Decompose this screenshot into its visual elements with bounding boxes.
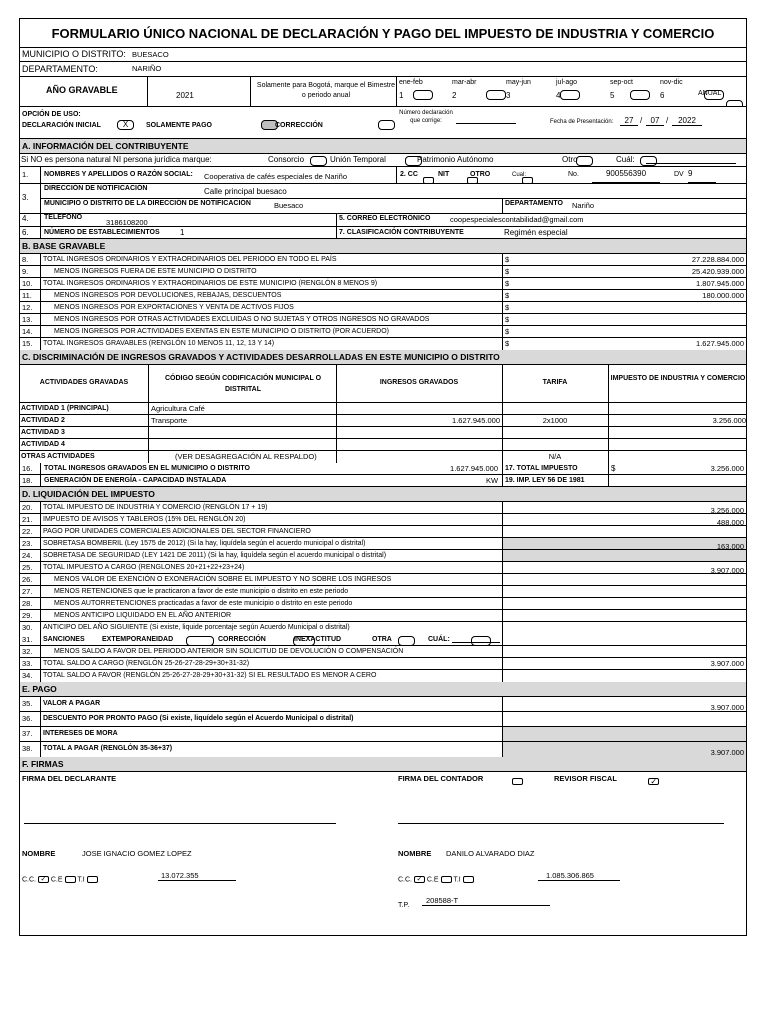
row-num: 38. [22, 744, 33, 753]
currency-sign: $ [611, 464, 616, 473]
period-checkbox[interactable] [413, 90, 433, 100]
departamento-row [20, 62, 746, 77]
row-value[interactable]: 3.907.000 [710, 566, 744, 574]
row-19-label: 19. IMP. LEY 56 DE 1981 [505, 477, 585, 484]
row-label: MENOS SALDO A FAVOR DEL PERIODO ANTERIOR SIN SOLICITUD DE DEVOLUCIÓN O COMPENSACIÓN [54, 648, 404, 655]
row-num: 22. [22, 527, 33, 536]
activity-act: OTRAS ACTIVIDADES [21, 453, 95, 460]
cc-checkbox-cont[interactable]: ✓ [414, 876, 425, 883]
currency-sign: $ [505, 315, 510, 324]
period-label: nov-dic [660, 79, 683, 86]
row-num: 1. [22, 170, 29, 179]
doc-cont-value[interactable]: 1.085.306.865 [538, 871, 620, 881]
activity-act: ACTIVIDAD 2 [21, 417, 65, 424]
direccion-block [20, 184, 746, 214]
inex-checkbox[interactable] [398, 636, 415, 646]
revisor-label: REVISOR FISCAL [554, 774, 617, 783]
line-row [20, 712, 746, 727]
section-e-header: E. PAGO [20, 682, 746, 697]
fecha-dia[interactable]: 27 [620, 116, 638, 126]
cc-checkbox-decl[interactable]: ✓ [38, 876, 49, 883]
pago-rows [20, 697, 746, 757]
line-row [20, 266, 746, 278]
row-num: 18. [22, 476, 33, 485]
nombre-label: NOMBRES Y APELLIDOS O RAZÓN SOCIAL: [44, 171, 193, 178]
activity-ing[interactable]: 1.627.945.000 [452, 416, 500, 425]
establecimientos-label: NÚMERO DE ESTABLECIMIENTOS [44, 229, 160, 236]
ano-value[interactable]: 2021 [176, 91, 194, 100]
row-num: 34. [22, 671, 33, 680]
line-row [20, 502, 746, 514]
municipio-row [20, 48, 746, 62]
row-num: 35. [22, 699, 33, 708]
cc-label-cont: C.C. [398, 876, 412, 884]
cual-label: Cuál: [616, 155, 635, 164]
firma-contador-line[interactable] [398, 823, 724, 824]
row-31 [20, 634, 746, 646]
row-num: 15. [22, 339, 33, 348]
row-num: 8. [22, 255, 29, 264]
nombre-value[interactable]: Cooperativa de cafés especiales de Nariño [204, 172, 348, 181]
row-num: 21. [22, 515, 33, 524]
no-value[interactable]: 900556390 [592, 167, 660, 183]
fecha-mes[interactable]: 07 [646, 116, 664, 126]
patrimonio-checkbox[interactable] [576, 156, 593, 166]
activity-act: ACTIVIDAD 1 (PRINCIPAL) [21, 405, 109, 412]
activity-act: ACTIVIDAD 3 [21, 429, 65, 436]
period-checkbox[interactable] [486, 90, 506, 100]
row-label: TOTAL INGRESOS ORDINARIOS Y EXTRAORDINARIOS DEL PERIODO EN TODO EL PAÍS [43, 256, 337, 263]
row-16-label: TOTAL INGRESOS GRAVADOS EN EL MUNICIPIO O DISTRITO [44, 465, 251, 472]
line-row [20, 727, 746, 742]
correccion-checkbox[interactable] [378, 120, 395, 130]
row-num: 33. [22, 659, 33, 668]
doc-type-cont [398, 876, 474, 883]
row-label: TOTAL SALDO A FAVOR (RENGLÓN 25-26-27-28-29+30+31-32) SI EL RESULTADO ES MENOR A CERO [43, 672, 377, 679]
row-num: 6. [22, 228, 29, 237]
ce-label-decl: C.E [50, 876, 63, 884]
direccion-label: DIRECCIÓN DE NOTIFICACIÓN [44, 185, 148, 192]
currency-sign: $ [505, 327, 510, 336]
period-label: ene-feb [399, 79, 423, 86]
row-num: 36. [22, 714, 33, 723]
line-row [20, 278, 746, 290]
establecimientos-row [20, 227, 746, 239]
activity-row [20, 427, 746, 439]
base-gravable-rows [20, 254, 746, 350]
row-num: 27. [22, 587, 33, 596]
correo-label: 5. CORREO ELECTRÓNICO [339, 215, 431, 222]
line-row [20, 622, 746, 634]
period-label: mar-abr [452, 79, 477, 86]
row-value[interactable]: 1.807.945.000 [696, 279, 744, 288]
row-num: 32. [22, 647, 33, 656]
row-value[interactable]: 25.420.939.000 [691, 267, 744, 276]
activities-rows [20, 403, 746, 463]
header-codigo: CÓDIGO SEGÚN CODIFICACIÓN MUNICIPAL O DISTRITAL [164, 375, 322, 393]
line-row [20, 562, 746, 574]
row-18-label: GENERACIÓN DE ENERGÍA - CAPACIDAD INSTALADA [44, 477, 227, 484]
row-label: MENOS AUTORRETENCIONES practicadas a favor de este municipio o distrito en este periodo [54, 600, 353, 607]
currency-sign: $ [505, 291, 510, 300]
activity-tar[interactable]: N/A [548, 452, 562, 461]
row-label: MENOS VALOR DE EXENCIÓN O EXONERACIÓN SOBRE EL IMPUESTO Y NO SOBRE LOS INGRESOS [54, 576, 392, 583]
otro-checkbox[interactable] [640, 156, 657, 166]
anual-checkbox[interactable] [726, 100, 743, 107]
nombre-cont-value[interactable]: DANILO ALVARADO DIAZ [446, 849, 535, 858]
activity-cod[interactable]: Transporte [151, 416, 187, 425]
dv-label: DV [674, 171, 684, 178]
liquidacion-rows [20, 502, 746, 634]
row-value[interactable]: 163.000 [716, 542, 744, 550]
row-value[interactable]: 3.907.000 [710, 659, 744, 668]
row-label: MENOS INGRESOS POR EXPORTACIONES Y VENTA DE ACTIVOS FIJOS [54, 304, 294, 311]
row-18 [20, 475, 746, 487]
row-value[interactable]: 1.627.945.000 [696, 339, 744, 348]
row-value[interactable]: 488.000 [716, 518, 744, 526]
row-label: IMPUESTO DE AVISOS Y TABLEROS (15% DEL RENGLÓN 20) [43, 516, 246, 523]
section-b-header: B. BASE GRAVABLE [20, 239, 746, 254]
row-label: MENOS INGRESOS POR OTRAS ACTIVIDADES EXCLUIDAS O NO SUJETAS Y OTROS INGRESOS NO GRAVADOS [54, 316, 430, 323]
inex-label: INEXACTITUD [294, 636, 342, 643]
activity-row [20, 403, 746, 415]
telefono-value[interactable]: 3186108200 [106, 218, 148, 227]
cc-label-decl: C.C. [22, 876, 36, 884]
inicial-checkbox[interactable] [117, 120, 134, 130]
consorcio-checkbox[interactable] [310, 156, 327, 166]
line-row [20, 550, 746, 562]
row-num: 12. [22, 303, 33, 312]
extemp-checkbox[interactable] [186, 636, 214, 646]
period-label: sep-oct [610, 79, 633, 86]
ti-label-cont: T.I [453, 876, 461, 884]
line-row [20, 514, 746, 526]
period-num: 3 [506, 91, 511, 100]
row-num: 25. [22, 563, 33, 572]
otra-label: OTRA [372, 636, 392, 643]
cual-sancion-input[interactable] [452, 642, 500, 643]
otro2-label: OTRO [470, 171, 491, 178]
line-row [20, 302, 746, 314]
row-label: TOTAL INGRESOS GRAVABLES (RENGLÓN 10 MENOS 11, 12, 13 Y 14) [43, 340, 275, 347]
fecha-anio[interactable]: 2022 [672, 116, 702, 126]
firmas-block [20, 772, 746, 935]
departamento-notif-label: DEPARTAMENTO [505, 200, 563, 207]
section-f-header: F. FIRMAS [20, 757, 746, 772]
firma-contador-label: FIRMA DEL CONTADOR [398, 774, 484, 783]
activity-cod[interactable]: Agricultura Café [151, 404, 205, 413]
ti-label-decl: T.I [77, 876, 85, 884]
line-row [20, 646, 746, 658]
cc-label: 2. CC [400, 171, 418, 178]
period-num: 4 [556, 91, 561, 100]
period-checkbox[interactable] [560, 90, 580, 100]
line-row [20, 326, 746, 338]
extemp-label: EXTEMPORANEIDAD [102, 636, 174, 643]
row-17-value[interactable]: 3.256.000 [710, 464, 744, 473]
telefono-row [20, 214, 746, 227]
header-tarifa: TARIFA [542, 379, 568, 386]
si-no-label: Si NO es persona natural NI persona jurídica marque: [21, 155, 212, 164]
ce-label-cont: C.E [426, 876, 439, 884]
line-row [20, 598, 746, 610]
activity-row [20, 439, 746, 451]
row-num: 11. [22, 291, 32, 300]
row-num: 13. [22, 315, 33, 324]
municipio-label: MUNICIPIO O DISTRITO: [22, 49, 126, 59]
line-row [20, 538, 746, 550]
departamento-value[interactable]: NARIÑO [132, 64, 162, 73]
doc-type-decl [22, 876, 98, 883]
doc-decl-value[interactable]: 13.072.355 [158, 871, 236, 881]
row-label: VALOR A PAGAR [43, 700, 101, 707]
dv-value[interactable]: 9 [688, 167, 716, 183]
row-value[interactable]: 27.228.884.000 [691, 255, 744, 264]
cc-checkbox[interactable] [423, 177, 434, 184]
row-num: 30. [22, 623, 33, 632]
form-title: FORMULARIO ÚNICO NACIONAL DE DECLARACIÓN Y PAGO DEL IMPUESTO DE INDUSTRIA Y COMERCIO [20, 19, 746, 48]
row-value[interactable]: 3.256.000 [710, 506, 744, 514]
row-label: SOBRETASA DE SEGURIDAD (LEY 1421 DE 2011) (Si la hay, liquídela según el acuerdo municipal o distrital) [43, 552, 387, 559]
row-label: ANTICIPO DEL AÑO SIGUIENTE (Si existe, liquide porcentaje según Acuerdo Municipal o distrital) [43, 624, 350, 631]
activity-act: ACTIVIDAD 4 [21, 441, 65, 448]
section-d-header: D. LIQUIDACIÓN DEL IMPUESTO [20, 487, 746, 502]
corr-label: CORRECCIÓN [218, 636, 266, 643]
line-row [20, 658, 746, 670]
municipio-value[interactable]: BUESACO [132, 50, 169, 59]
union-label: Unión Temporal [330, 155, 386, 164]
tp-label: T.P. [398, 902, 410, 909]
row-num: 37. [22, 729, 33, 738]
contador-checkbox[interactable] [512, 778, 523, 785]
row-num: 4. [22, 214, 29, 223]
liquidacion-rows-2 [20, 646, 746, 682]
activity-tar[interactable]: 2x1000 [542, 416, 568, 425]
ce-checkbox-cont[interactable] [441, 876, 452, 883]
period-checkbox[interactable] [630, 90, 650, 100]
row-num: 10. [22, 279, 33, 288]
otra-checkbox[interactable] [471, 636, 491, 646]
row-label: TOTAL IMPUESTO DE INDUSTRIA Y COMERCIO (RENGLÓN 17 + 19) [43, 504, 268, 511]
bogota-note: Solamente para Bogotá, marque el Bimestre o periodo anual [256, 82, 396, 99]
activities-header [20, 365, 746, 403]
ti-checkbox-cont[interactable] [463, 876, 474, 883]
line-row [20, 574, 746, 586]
period-label: jul-ago [556, 79, 578, 86]
currency-sign: $ [505, 267, 510, 276]
row-value[interactable]: 180.000.000 [702, 291, 744, 300]
nombre-decl-label: NOMBRE [22, 849, 56, 858]
currency-sign: $ [505, 255, 510, 264]
firma-declarante-label: FIRMA DEL DECLARANTE [22, 774, 117, 783]
header-ingresos: INGRESOS GRAVADOS [379, 379, 459, 386]
tax-form [19, 18, 747, 936]
row-num: 20. [22, 503, 33, 512]
cual2-label: Cual: [512, 172, 527, 178]
sanciones-label: SANCIONES [43, 636, 85, 643]
row-num: 3. [22, 193, 29, 202]
municipio-notif-label: MUNICIPIO O DISTRITO DE LA DIRECCIÓN DE NOTIFICACIÓN [44, 200, 251, 207]
fecha-label: Fecha de Presentación: [550, 119, 614, 125]
row-value[interactable]: 3.907.000 [710, 703, 744, 712]
opcion-uso-row: OPCIÓN DE USO: DECLARACIÓN INICIAL X SOLAMENTE PAGO CORRECCIÓN Número declaración que corrige: Fecha de Presentación: 27 / 07 / 2022 [20, 107, 746, 139]
row-num: 16. [22, 464, 33, 473]
period-label: may-jun [506, 79, 531, 86]
inicial-mark: X [122, 120, 129, 129]
no-label: No. [568, 171, 579, 178]
row-num: 28. [22, 599, 33, 608]
cual-input[interactable] [646, 163, 736, 164]
departamento-notif-value[interactable]: Nariño [572, 201, 595, 210]
row-label: MENOS INGRESOS FUERA DE ESTE MUNICIPIO O DISTRITO [54, 268, 257, 275]
opcion-uso-label: OPCIÓN DE USO: [22, 111, 81, 118]
line-row [20, 586, 746, 598]
otro-label: Otro [562, 155, 578, 164]
row-label: PAGO POR UNIDADES COMERCIALES ADICIONALES DEL SECTOR FINANCIERO [43, 528, 311, 535]
header-actividades: ACTIVIDADES GRAVADAS [39, 379, 129, 386]
telefono-label: TELÉFONO [44, 214, 83, 221]
period-num: 6 [660, 91, 665, 100]
nombre-decl-value[interactable]: JOSE IGNACIO GOMEZ LOPEZ [82, 849, 192, 858]
consorcio-label: Consorcio [268, 155, 305, 164]
line-row [20, 314, 746, 326]
line-row [20, 742, 746, 757]
line-row [20, 697, 746, 712]
establecimientos-value[interactable]: 1 [180, 228, 185, 237]
row-num: 9. [22, 267, 29, 276]
row-label: TOTAL A PAGAR (RENGLÓN 35-36+37) [43, 745, 173, 752]
row-label: SOBRETASA BOMBERIL (Ley 1575 de 2012) (Si la hay, liquídela según el acuerdo municipal o distrital) [43, 540, 366, 547]
ano-label: AÑO GRAVABLE [46, 85, 118, 95]
section-a-header: A. INFORMACIÓN DEL CONTRIBUYENTE [20, 139, 746, 154]
activity-cod[interactable]: (VER DESAGREGACIÓN AL RESPALDO) [175, 452, 317, 461]
numero-declaracion-label: Número declaración que corrige: [399, 110, 453, 124]
activity-row [20, 451, 746, 463]
row-num: 26. [22, 575, 33, 584]
row-16 [20, 463, 746, 475]
currency-sign: $ [505, 303, 510, 312]
tp-value[interactable]: 208588-T [422, 896, 550, 906]
nombre-cont-label: NOMBRE [398, 849, 432, 858]
line-row [20, 670, 746, 682]
line-row [20, 290, 746, 302]
direccion-value[interactable]: Calle principal buesaco [204, 187, 287, 196]
solo-pago-label: SOLAMENTE PAGO [146, 122, 212, 129]
row-value[interactable]: 3.907.000 [710, 748, 744, 757]
ano-gravable-row [20, 77, 746, 107]
line-row [20, 254, 746, 266]
clasificacion-label: 7. CLASIFICACIÓN CONTRIBUYENTE [339, 229, 464, 236]
row-label: DESCUENTO POR PRONTO PAGO (Si existe, liquídelo según el Acuerdo Municipal o distrital) [43, 715, 354, 722]
clasificacion-value[interactable]: Regimén especial [504, 228, 568, 237]
currency-sign: $ [505, 339, 510, 348]
nombre-row [20, 167, 746, 184]
row-label: MENOS RETENCIONES que le practicaron a favor de este municipio o distrito en este periodo [54, 588, 349, 595]
line-row [20, 526, 746, 538]
ce-checkbox-decl[interactable] [65, 876, 76, 883]
line-row [20, 338, 746, 350]
tipo-persona-row [20, 154, 746, 167]
row-label: MENOS ANTICIPO LIQUIDADO EN EL AÑO ANTERIOR [54, 612, 232, 619]
row-label: TOTAL IMPUESTO A CARGO (RENGLONES 20+21+22+23+24) [43, 564, 245, 571]
header-impuesto: IMPUESTO DE INDUSTRIA Y COMERCIO [610, 375, 746, 382]
row-num: 14. [22, 327, 33, 336]
inicial-label: DECLARACIÓN INICIAL [22, 122, 101, 129]
row-label: MENOS INGRESOS POR ACTIVIDADES EXENTAS EN ESTE MUNICIPIO O DISTRITO (POR ACUERDO) [54, 328, 390, 335]
anual-label: ANUAL [698, 90, 722, 97]
row-label: INTERESES DE MORA [43, 730, 118, 737]
row-16-value[interactable]: 1.627.945.000 [450, 464, 498, 473]
municipio-notif-value[interactable]: Buesaco [274, 201, 304, 210]
row-num: 23. [22, 539, 33, 548]
activity-row [20, 415, 746, 427]
nit-label: NIT [438, 171, 450, 178]
row-num: 29. [22, 611, 33, 620]
activity-imp[interactable]: 3.256.000 [712, 416, 746, 425]
currency-sign: $ [505, 279, 510, 288]
kw-label: KW [486, 476, 499, 485]
numero-declaracion-input[interactable] [456, 123, 516, 124]
patrimonio-label: Patrimonio Autónomo [417, 155, 494, 164]
row-label: MENOS INGRESOS POR DEVOLUCIONES, REBAJAS, DESCUENTOS [54, 292, 282, 299]
ti-checkbox-decl[interactable] [87, 876, 98, 883]
row-17-label: 17. TOTAL IMPUESTO [505, 465, 578, 472]
period-num: 1 [399, 91, 404, 100]
section-c-header: C. DISCRIMINACIÓN DE INGRESOS GRAVADOS Y ACTIVIDADES DESARROLLADAS EN ESTE MUNICIPIO O DISTRITO [20, 350, 746, 365]
correo-value[interactable]: coopespecialescontabilidad@gmail.com [450, 215, 584, 224]
line-row [20, 610, 746, 622]
correccion-label: CORRECCIÓN [275, 122, 323, 129]
row-label: TOTAL INGRESOS ORDINARIOS Y EXTRAORDINARIOS DE ESTE MUNICIPIO (RENGLÓN 8 MENOS 9) [43, 280, 378, 287]
departamento-label: DEPARTAMENTO: [22, 64, 98, 74]
cual-sancion-label: CUÁL: [428, 636, 450, 643]
period-num: 2 [452, 91, 457, 100]
firma-declarante-line[interactable] [24, 823, 336, 824]
revisor-checkbox[interactable]: ✓ [648, 778, 659, 785]
row-num: 31. [22, 635, 33, 644]
period-num: 5 [610, 91, 615, 100]
row-label: TOTAL SALDO A CARGO (RENGLÓN 25-26-27-28-29+30+31-32) [43, 660, 250, 667]
row-num: 24. [22, 551, 33, 560]
